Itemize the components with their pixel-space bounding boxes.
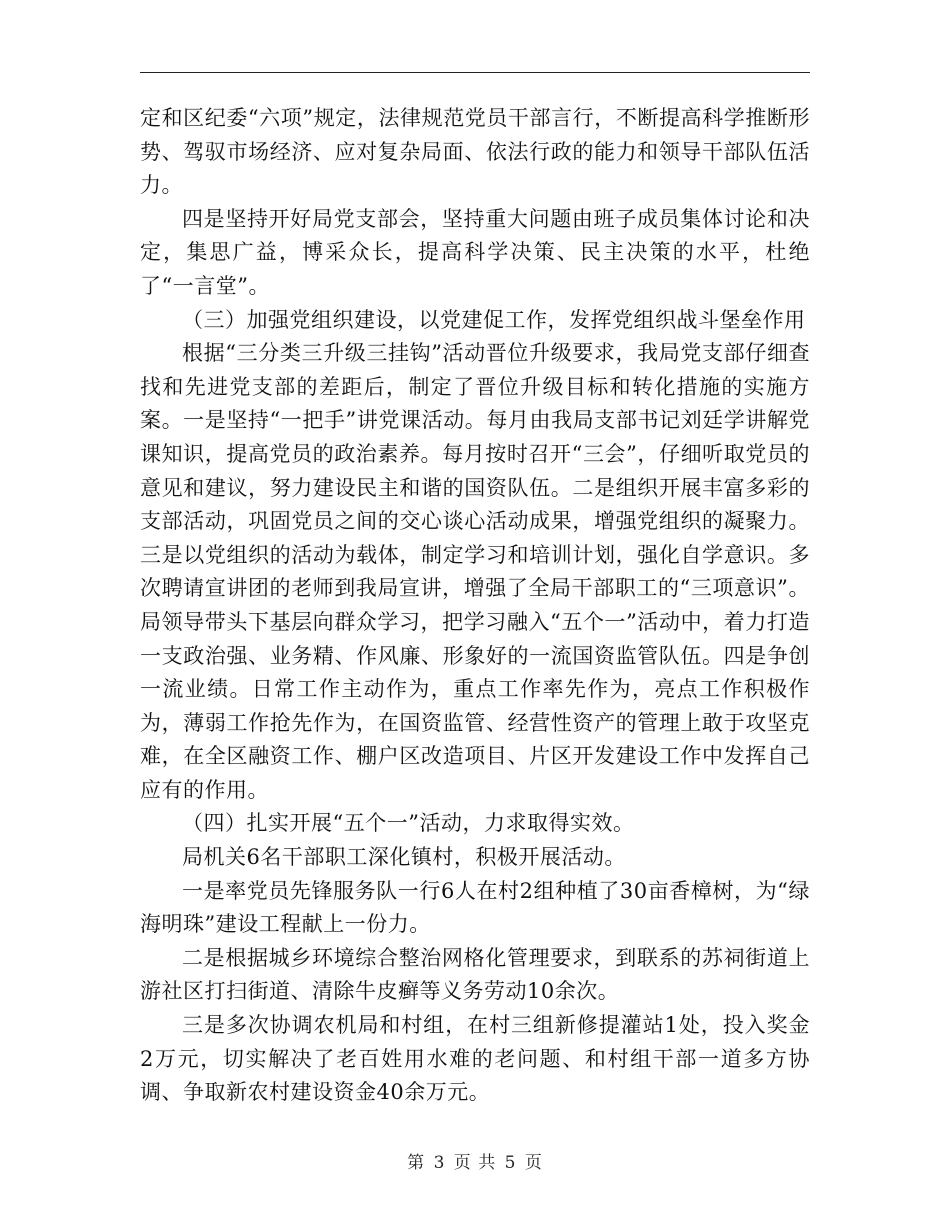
document-body	[140, 102, 810, 1110]
paragraph: 一是率党员先锋服务队一行6人在村2组种植了30亩香樟树，为“绿海明珠”建设工程献上一份力。	[140, 878, 810, 937]
paragraph: 四是坚持开好局党支部会，坚持重大问题由班子成员集体讨论和决定，集思广益，博采众长，提高科学决策、民主决策的水平，杜绝了“一言堂”。	[140, 206, 810, 298]
paragraph: 局机关6名干部职工深化镇村，积极开展活动。	[182, 845, 626, 870]
section-heading: （三）加强党组织建设，以党建促工作，发挥党组织战斗堡垒作用	[182, 307, 806, 332]
section-heading: （四）扎实开展“五个一”活动，力求取得实效。	[182, 811, 635, 836]
paragraph: 三是多次协调农机局和村组，在村三组新修提灌站1处，投入奖金2万元，切实解决了老百姓用水难的老问题、和村组干部一道多方协调、争取新农村建设资金40余万元。	[140, 1013, 810, 1105]
footer-middle: 页 共	[453, 1153, 497, 1173]
page-footer	[0, 1148, 950, 1173]
paragraph: 根据“三分类三升级三挂钩”活动晋位升级要求，我局党支部仔细查找和先进党支部的差距后，制定了晋位升级目标和转化措施的实施方案。一是坚持“一把手”讲党课活动。每月由我局支部书记刘廷学讲解党课知识，提高党员的政治素养。每月按时召开“三会”，仔细听取党员的意见和建议，努力建设民主和谐的国资队伍。二是组织开展丰富多彩的支部活动，巩固党员之间的交心谈心活动成果，增强党组织的凝聚力。三是以党组织的活动为载体，制定学习和培训计划，强化自学意识。多次聘请宣讲团的老师到我局宣讲，增强了全局干部职工的“三项意识”。局领导带头下基层向群众学习，把学习融入“五个一”活动中，着力打造一支政治强、业务精、作风廉、形象好的一流国资监管队伍。四是争创一流业绩。日常工作主动作为，重点工作率先作为，亮点工作积极作为，薄弱工作抢先作为，在国资监管、经营性资产的管理上敢于攻坚克难，在全区融资工作、棚户区改造项目、片区开发建设工作中发挥自己应有的作用。	[140, 341, 810, 802]
paragraph: 二是根据城乡环境综合整治网格化管理要求，到联系的苏祠街道上游社区打扫街道、清除牛皮癣等义务劳动10余次。	[140, 945, 810, 1004]
footer-total-pages: 5	[504, 1153, 517, 1173]
footer-page-number: 3	[433, 1153, 446, 1173]
footer-prefix: 第	[407, 1153, 426, 1173]
paragraph-continued: 定和区纪委“六项”规定，法律规范党员干部言行，不断提高科学推断形势、驾驭市场经济、应对复杂局面、依法行政的能力和领导干部队伍活力。	[140, 106, 810, 198]
footer-suffix: 页	[524, 1153, 543, 1173]
header-rule	[140, 72, 810, 73]
